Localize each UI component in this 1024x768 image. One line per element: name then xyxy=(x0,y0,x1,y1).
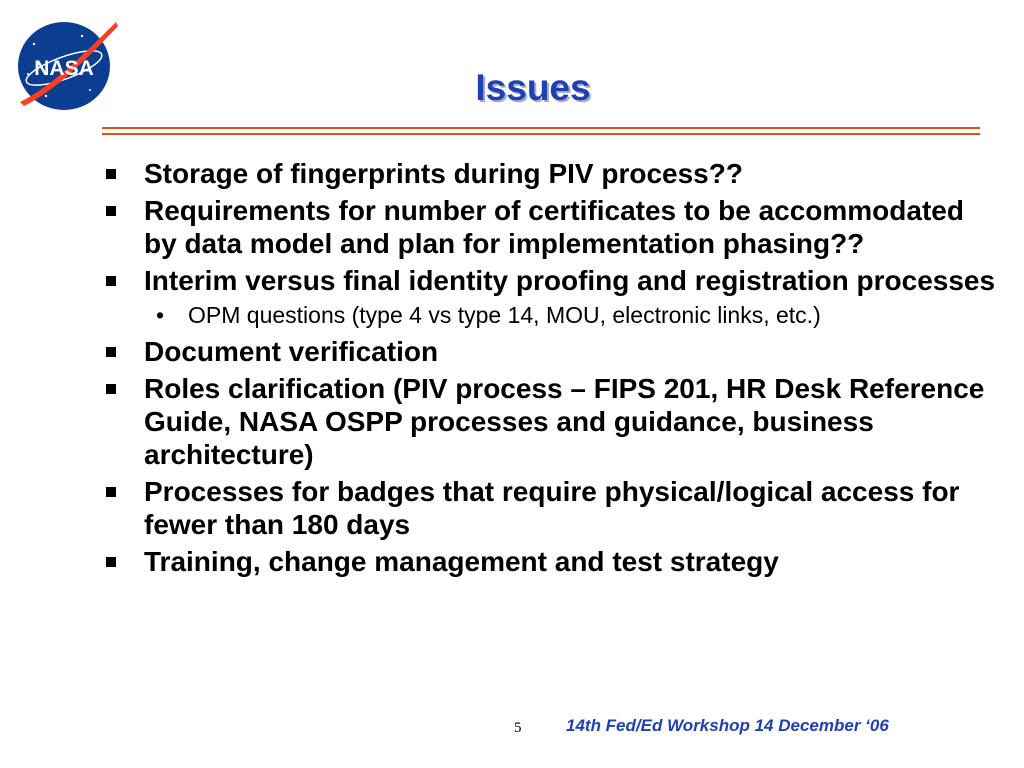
footer-event-label: 14th Fed/Ed Workshop 14 December ‘06 xyxy=(566,716,889,735)
bullet-text: Processes for badges that require physical/logical access for fewer than 180 days xyxy=(144,476,960,540)
square-bullet-icon xyxy=(106,276,116,286)
bullet-item xyxy=(100,194,1000,260)
square-bullet-icon xyxy=(106,347,116,357)
bullet-text: Roles clarification (PIV process – FIPS 201, HR Desk Reference Guide, NASA OSPP processes and guidance, business architecture) xyxy=(144,373,985,470)
svg-text:NASA: NASA xyxy=(34,57,94,80)
nasa-logo xyxy=(12,16,124,112)
bullet-item xyxy=(100,372,1000,471)
bullet-item xyxy=(100,335,1000,368)
bullet-text: Document verification xyxy=(144,336,439,367)
bullet-item xyxy=(100,475,1000,541)
square-bullet-icon xyxy=(106,384,116,394)
square-bullet-icon xyxy=(106,487,116,497)
bullet-text: Storage of fingerprints during PIV process?? xyxy=(144,158,743,189)
square-bullet-icon xyxy=(106,557,116,567)
bullet-text: Requirements for number of certificates to be accommodated by data model and plan for implementation phasing?? xyxy=(144,195,964,259)
bullet-item xyxy=(100,157,1000,190)
sub-bullet-text: OPM questions (type 4 vs type 14, MOU, electronic links, etc.) xyxy=(188,302,821,328)
bullet-item xyxy=(100,545,1000,578)
square-bullet-icon xyxy=(106,169,116,179)
title-rule-bottom xyxy=(102,133,980,135)
round-bullet-icon: • xyxy=(156,302,165,328)
bullet-text: Training, change management and test strategy xyxy=(144,546,779,577)
sub-bullet-item xyxy=(100,301,1000,329)
bullet-item xyxy=(100,264,1000,297)
square-bullet-icon xyxy=(106,206,116,216)
slide-title: Issues xyxy=(475,67,591,108)
bullet-list xyxy=(100,157,1000,582)
title-rule-top xyxy=(102,127,980,129)
bullet-text: Interim versus final identity proofing and registration processes xyxy=(144,265,996,296)
page-number: 5 xyxy=(514,720,522,736)
